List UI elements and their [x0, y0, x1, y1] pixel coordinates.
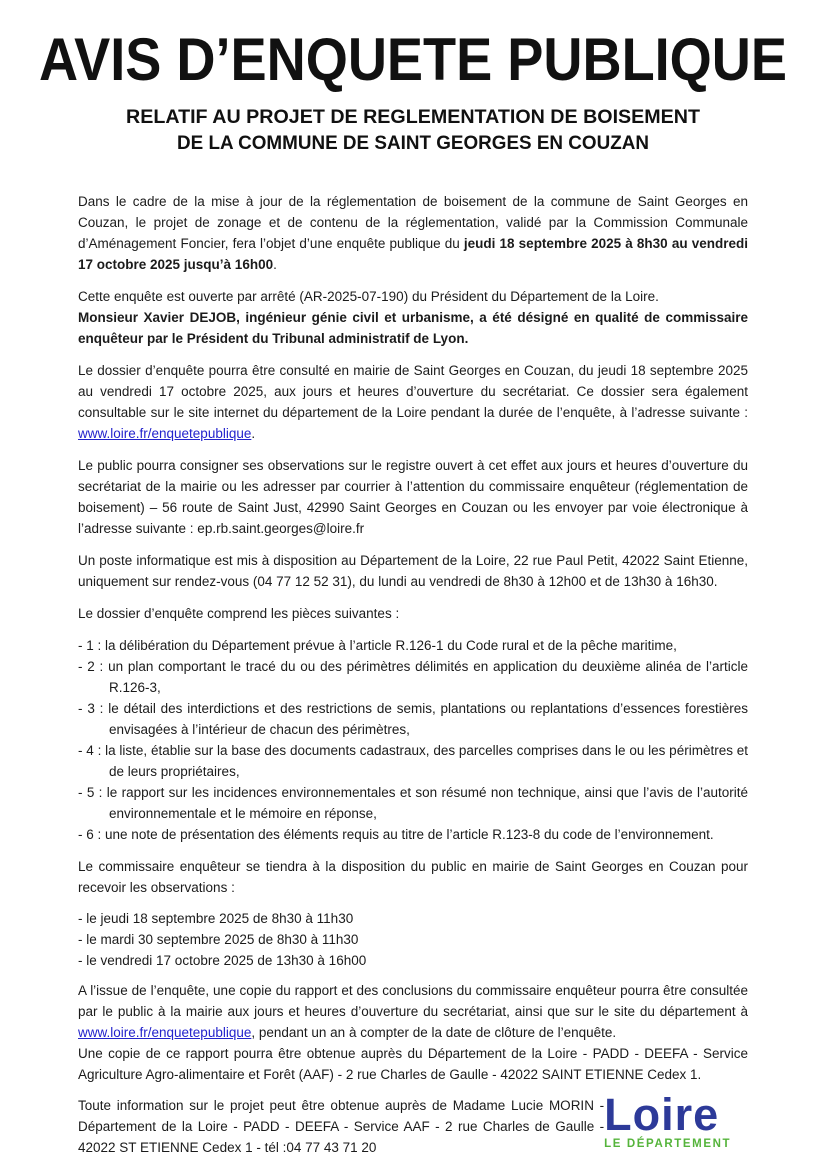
item-number: - 4 : — [78, 743, 102, 758]
rapport-consultation — [78, 980, 748, 1043]
paragraph-observations: Le public pourra consigner ses observations sur le registre ouvert à cet effet aux jours et heures d’ouverture du secrétariat de la mairie ou les adresser par courrier à l’attention du commissaire enquêteur (réglementation de boisement) – 56 route de Saint Just, 42990 Saint Georges en Couzan ou les envoyer par voie électronique à l’adresse suivante : ep.rb.saint.georges@loire.fr — [78, 458, 748, 536]
subtitle-line-2: DE LA COMMUNE DE SAINT GEORGES EN COUZAN — [177, 132, 649, 154]
p1-period: . — [273, 257, 277, 272]
loire-logo-tagline: LE DÉPARTEMENT — [604, 1138, 732, 1150]
p1-normal-text: Dans le cadre de la mise à jour de la réglementation de boisement de la commune de Saint Georges en Couzan, le projet de zonage et de contenu de la réglementation, validé par la Commission Communale d’Aménagement Foncier, fera l’objet d’une enquête publique du — [78, 194, 748, 251]
list-item — [78, 656, 748, 698]
item-text: la délibération du Département prévue à l’article R.126-1 du Code rural et de la pêche maritime, — [105, 638, 677, 653]
item-number: - 1 : — [78, 638, 102, 653]
item-text: le rapport sur les incidences environnementales et son résumé non technique, ainsi que l’avis de l’autorité environnementale et le mémoire en réponse, — [106, 785, 748, 821]
paragraph-poste-informatique: Un poste informatique est mis à disposition au Département de la Loire, 22 rue Paul Petit, 42022 Saint Etienne, uniquement sur rendez-vous (04 77 12 52 31), du lundi au vendredi de 8h30 à 12h00 et de 13h30 à 16h30. — [78, 553, 748, 589]
document-title-svg — [18, 30, 809, 94]
paragraph-permanences-intro: Le commissaire enquêteur se tiendra à la disposition du public en mairie de Saint Georges en Couzan pour recevoir les observations : — [78, 859, 748, 895]
item-number: - 2 : — [78, 659, 104, 674]
p8-before-link: A l’issue de l’enquête, une copie du rapport et des conclusions du commissaire enquêteur pourra être consultée par le public à la mairie aux jours et heures d’ouverture du secrétariat, ainsi que sur le site du département à — [78, 983, 748, 1019]
permanence-date: - le vendredi 17 octobre 2025 de 13h30 à 16h00 — [78, 953, 367, 968]
permanence-date: - le mardi 30 septembre 2025 de 8h30 à 11h30 — [78, 932, 359, 947]
paragraph-consultation-dossier — [78, 360, 748, 444]
list-item — [78, 782, 748, 824]
paragraph-rapport — [78, 980, 748, 1085]
item-text: une note de présentation des éléments requis au titre de l’article R.123-8 du code de l’environnement. — [105, 827, 714, 842]
item-number: - 6 : — [78, 827, 102, 842]
document-subtitle-svg — [78, 104, 749, 156]
pieces-list — [78, 635, 748, 845]
paragraph-contact: Toute information sur le projet peut être obtenue auprès de Madame Lucie MORIN - Département de la Loire - PADD - DEEFA - Service AAF - 2 rue Charles de Gaulle - 42022 ST ETIENNE Cedex 1 - tél :04 77 43 71 20 — [78, 1098, 605, 1155]
document-body — [0, 191, 827, 1158]
list-item — [78, 824, 748, 845]
p3-period: . — [251, 426, 256, 441]
list-item — [78, 635, 748, 656]
item-text: la liste, établie sur la base des documents cadastraux, des parcelles comprises dans le ou les périmètres et de leurs propriétaires, — [105, 743, 748, 779]
arrete-line: Cette enquête est ouverte par arrêté (AR-2025-07-190) du Président du Département de la Loire. — [78, 289, 659, 304]
paragraph-enquete-dates — [78, 191, 748, 275]
p8-after-link: , pendant un an à compter de la date de clôture de l’enquête. — [251, 1025, 617, 1040]
subtitle-block — [0, 104, 827, 162]
rapport-copie: Une copie de ce rapport pourra être obtenue auprès du Département de la Loire - PADD - DEEFA - Service Agriculture Agro-alimentaire et Forêt (AAF) - 2 rue Charles de Gaulle - 42022 SAINT ETIENNE Cedex 1. — [78, 1046, 748, 1082]
list-item — [78, 698, 748, 740]
item-text: le détail des interdictions et des restrictions de semis, plantations ou replantations d’essences forestières envisagées à l’intérieur de chacun des périmètres, — [108, 701, 748, 737]
p1-bold-dates: jeudi 18 septembre 2025 à 8h30 au vendredi 17 octobre 2025 jusqu’à 16h00 — [78, 236, 748, 272]
link-enquetepublique-2[interactable]: www.loire.fr/enquetepublique — [78, 1025, 252, 1040]
permanence-date: - le jeudi 18 septembre 2025 de 8h30 à 11h30 — [78, 911, 354, 926]
loire-department-logo — [604, 1089, 748, 1151]
item-number: - 5 : — [78, 785, 103, 800]
paragraph-arrete — [78, 286, 748, 349]
list-item — [78, 740, 748, 782]
title-block — [0, 30, 827, 94]
link-enquetepublique-1[interactable]: www.loire.fr/enquetepublique — [78, 426, 252, 441]
p3-normal-text: Le dossier d’enquête pourra être consulté en mairie de Saint Georges en Couzan, du jeudi 18 septembre 2025 au vendredi 17 octobre 2025, aux jours et heures d’ouverture du secrétariat. Ce dossier sera également consultable sur le site internet du département de la Loire pendant la durée de l’enquête, à l’adresse suivante : — [78, 363, 748, 420]
commissaire-designation: Monsieur Xavier DEJOB, ingénieur génie civil et urbanisme, a été désigné en qualité de commissaire enquêteur par le Président du Tribunal administratif de Lyon. — [78, 310, 748, 346]
footer-row — [78, 1089, 748, 1158]
permanences-dates — [78, 908, 748, 971]
loire-logo-wordmark: Loire — [604, 1089, 720, 1140]
item-number: - 3 : — [78, 701, 104, 716]
page-title: AVIS D’ENQUETE PUBLIQUE — [39, 30, 787, 93]
item-text: un plan comportant le tracé du ou des périmètres délimités en application du deuxième alinéa de l’article R.126-3, — [108, 659, 748, 695]
paragraph-pieces-intro: Le dossier d’enquête comprend les pièces suivantes : — [78, 606, 400, 621]
subtitle-line-1: RELATIF AU PROJET DE REGLEMENTATION DE BOISEMENT — [126, 106, 701, 128]
